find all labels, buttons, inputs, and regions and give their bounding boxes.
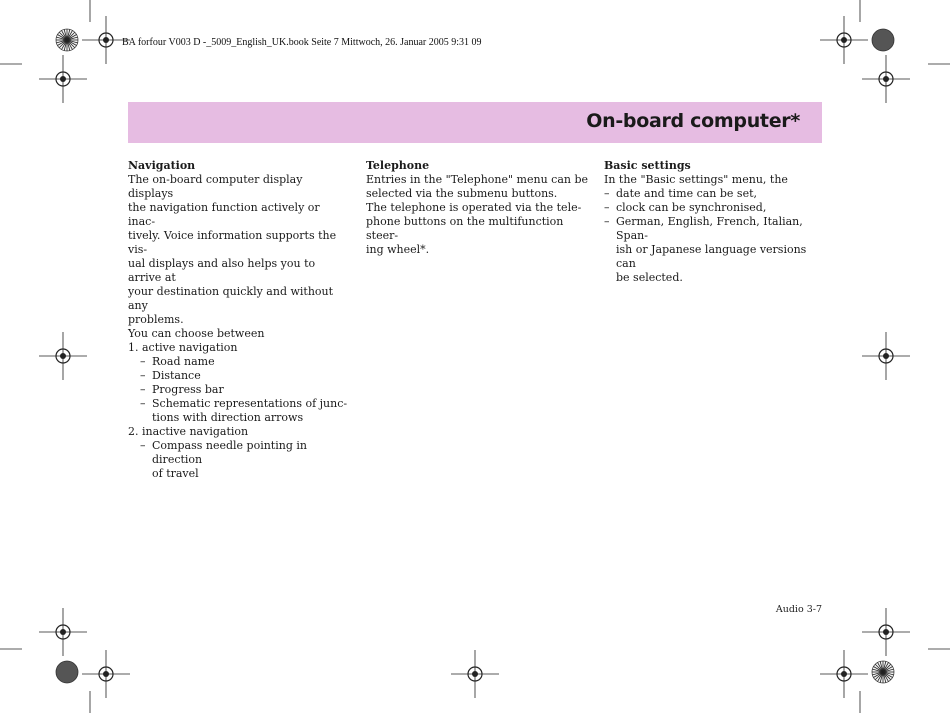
registration-dot	[103, 671, 109, 677]
active-navigation-label: 1. active navigation	[128, 341, 238, 354]
list-item-text: German, English, French, Italian, Span-	[616, 215, 803, 242]
telephone-heading: Telephone	[366, 159, 430, 172]
list-item	[604, 201, 826, 215]
list-item	[604, 215, 826, 285]
dash-bullet: –	[140, 383, 146, 396]
density-patch-icon	[872, 29, 894, 51]
registration-dot	[472, 671, 478, 677]
list-item	[604, 187, 826, 201]
list-item	[128, 397, 350, 425]
registration-dot	[883, 629, 889, 635]
text-line: phone buttons on the multifunction steer-	[366, 215, 564, 242]
dash-bullet: –	[140, 397, 146, 410]
registration-dot	[60, 76, 66, 82]
registration-dot	[60, 353, 66, 359]
inactive-navigation-label: 2. inactive navigation	[128, 425, 249, 438]
dash-bullet: –	[604, 215, 610, 228]
registration-dot	[883, 353, 889, 359]
list-item-text: ish or Japanese language versions can	[616, 243, 807, 270]
list-item	[128, 383, 350, 397]
list-item-text: Road name	[152, 355, 215, 368]
text-line: tively. Voice information supports the vis-	[128, 229, 337, 256]
text-line: The on-board computer display displays	[128, 173, 303, 200]
list-item	[128, 439, 350, 481]
list-item-text: Distance	[152, 369, 201, 382]
dash-bullet: –	[140, 355, 146, 368]
list-item-text: date and time can be set,	[616, 187, 758, 200]
chapter-title: On-board computer*	[586, 110, 800, 132]
page-folio: Audio 3-7	[775, 604, 822, 615]
navigation-section	[128, 159, 350, 481]
telephone-section	[366, 159, 588, 257]
list-item	[128, 369, 350, 383]
basic-settings-heading: Basic settings	[604, 159, 691, 172]
dash-bullet: –	[604, 201, 610, 214]
list-item-text: of travel	[152, 467, 199, 480]
registration-dot	[883, 76, 889, 82]
dash-bullet: –	[604, 187, 610, 200]
list-item-text: Schematic representations of junc-	[152, 397, 348, 410]
chapter-banner	[128, 102, 822, 143]
print-slug: BA forfour V003 D -_5009_English_UK.book Seite 7 Mittwoch, 26. Januar 2005 9:31 09	[122, 37, 482, 48]
registration-dot	[103, 37, 109, 43]
list-item-text: Compass needle pointing in direction	[152, 439, 307, 466]
list-item-text: be selected.	[616, 271, 683, 284]
dash-bullet: –	[140, 439, 146, 452]
navigation-intro	[128, 173, 350, 341]
text-line: Entries in the "Telephone" menu can be	[366, 173, 589, 186]
text-line: The telephone is operated via the tele-	[366, 201, 582, 214]
list-item-text: clock can be synchronised,	[616, 201, 767, 214]
density-patch-icon	[56, 661, 78, 683]
text-line: your destination quickly and without any	[128, 285, 334, 312]
navigation-heading: Navigation	[128, 159, 196, 172]
text-line: ing wheel*.	[366, 243, 430, 256]
registration-dot	[841, 37, 847, 43]
dash-bullet: –	[140, 369, 146, 382]
list-item	[128, 355, 350, 369]
basic-settings-intro: In the "Basic settings" menu, the	[604, 173, 788, 186]
basic-settings-section	[604, 159, 826, 285]
registration-dot	[60, 629, 66, 635]
text-line: ual displays and also helps you to arrive at	[128, 257, 316, 284]
text-line: selected via the submenu buttons.	[366, 187, 558, 200]
text-line: You can choose between	[128, 327, 265, 340]
text-line: the navigation function actively or inac-	[128, 201, 320, 228]
text-line: problems.	[128, 313, 184, 326]
list-item-text: Progress bar	[152, 383, 224, 396]
registration-dot	[841, 671, 847, 677]
list-item-text: tions with direction arrows	[152, 411, 304, 424]
